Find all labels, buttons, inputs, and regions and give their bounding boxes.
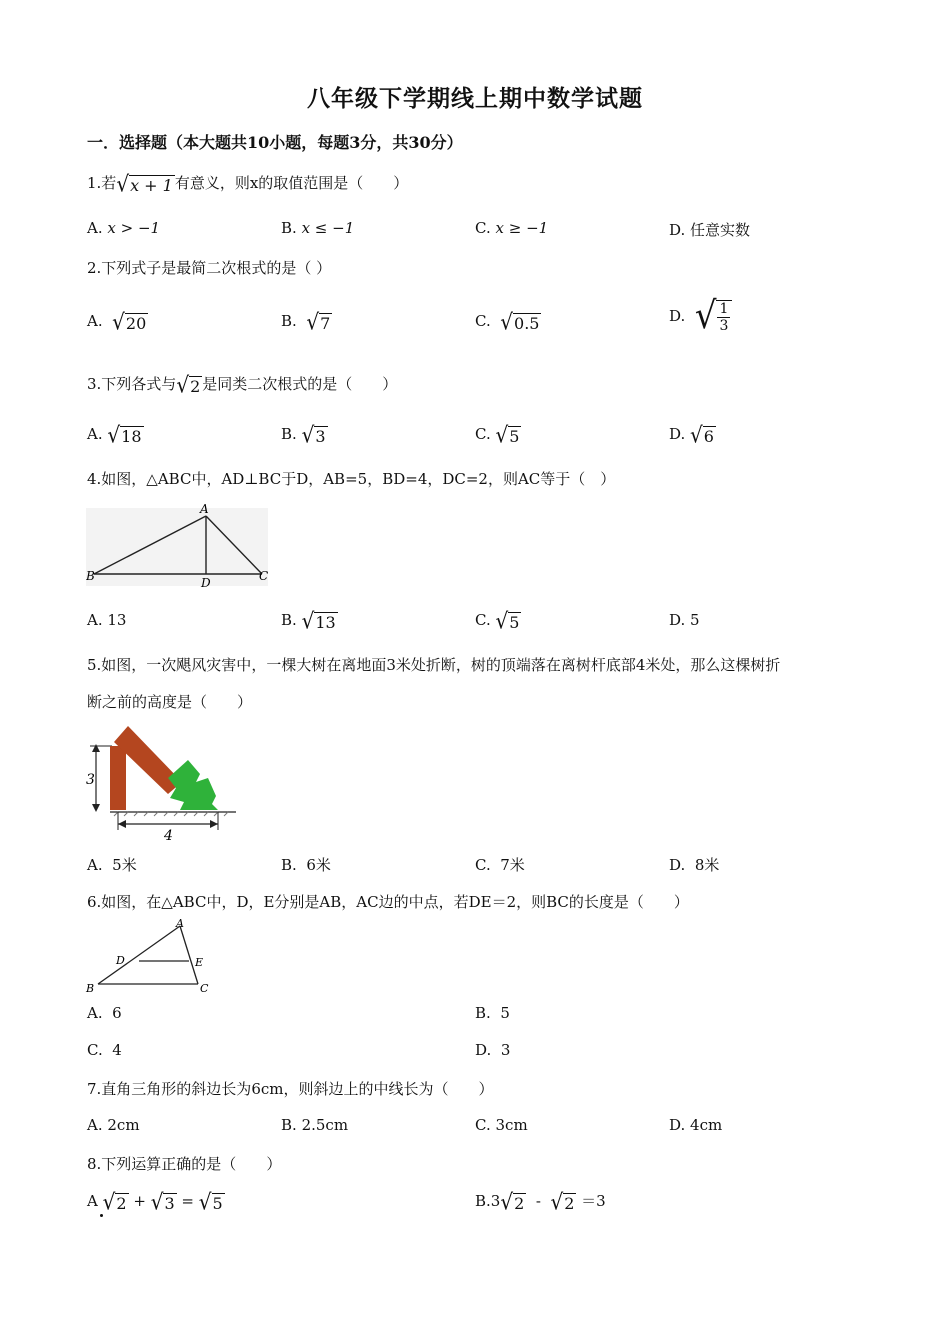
q6-option-b[interactable]: B. 5 [475, 1004, 510, 1022]
q2-option-d[interactable]: D. √ $\frac{1}{3}$ [669, 296, 732, 336]
q7-option-c[interactable]: C. 3cm [475, 1116, 528, 1134]
q1-option-b[interactable]: B. x ≤ −1 [281, 219, 355, 237]
question-3-stem: 3.下列各式与√2 是同类二次根式的是（ ） [87, 371, 398, 399]
q1-option-a[interactable]: A. x > −1 [87, 219, 161, 237]
question-4-stem: 4.如图，△ABC中，AD⊥BC于D，AB=5，BD=4，DC=2，则AC等于（ ） [87, 470, 616, 488]
q7-option-d[interactable]: D. 4cm [669, 1116, 723, 1134]
q8-option-a[interactable]: A √2 + √3 = √5 [87, 1188, 223, 1216]
q3-option-d[interactable]: D. √6 [669, 421, 714, 449]
q4-label-d: D [201, 576, 211, 590]
q4-option-a[interactable]: A. 13 [87, 611, 127, 629]
q2-option-a[interactable]: A. √20 [87, 308, 147, 336]
q3-option-a[interactable]: A. √18 [87, 421, 142, 449]
q5-label-distance: 4 [164, 828, 173, 842]
q1-radical: √x + 1 [116, 170, 173, 198]
q6-label-e: E [195, 956, 204, 969]
q6-triangle-figure [84, 918, 216, 994]
q5-tree-figure [84, 722, 240, 842]
q1-stem-before: 1.若 [87, 174, 117, 192]
question-7-stem: 7.直角三角形的斜边长为6cm，则斜边上的中线长为（ ） [87, 1080, 494, 1098]
question-6-stem: 6.如图，在△ABC中，D，E分别是AB，AC边的中点，若DE＝2，则BC的长度是（ ） [87, 893, 689, 911]
q2-option-b[interactable]: B. √7 [281, 308, 331, 336]
q7-option-a[interactable]: A. 2cm [87, 1116, 140, 1134]
q4-option-c[interactable]: C. √5 [475, 607, 520, 635]
q4-option-d[interactable]: D. 5 [669, 611, 700, 629]
q1-option-c[interactable]: C. x ≥ −1 [475, 219, 549, 237]
q4-label-c: C [259, 569, 269, 583]
question-8-stem: 8.下列运算正确的是（ ） [87, 1155, 282, 1173]
q2-option-c[interactable]: C. √0.5 [475, 308, 540, 336]
q5-option-d[interactable]: D. 8米 [669, 856, 720, 874]
q4-triangle-figure [86, 500, 270, 590]
q6-label-b: B [86, 982, 95, 994]
question-5-stem-line-2: 断之前的高度是（ ） [87, 693, 253, 711]
question-5-stem-line-1: 5.如图，一次飓风灾害中，一棵大树在离地面3米处折断，树的顶端落在离树杆底部4米处，那么这棵树折 [87, 656, 781, 674]
q6-label-c: C [200, 982, 209, 994]
question-2-stem: 2.下列式子是最简二次根式的是（ ） [87, 259, 332, 277]
q6-option-d[interactable]: D. 3 [475, 1041, 511, 1059]
q4-option-b[interactable]: B. √13 [281, 607, 336, 635]
q7-option-b[interactable]: B. 2.5cm [281, 1116, 349, 1134]
q3-option-c[interactable]: C. √5 [475, 421, 520, 449]
q1-stem-after: 有意义，则x的取值范围是（ ） [174, 174, 409, 192]
q8-option-b[interactable]: B.3√2 - √2 ＝3 [475, 1188, 606, 1216]
q3-option-b[interactable]: B. √3 [281, 421, 326, 449]
q6-label-d: D [116, 954, 125, 967]
q6-option-a[interactable]: A. 6 [87, 1004, 122, 1022]
q5-option-b[interactable]: B. 6米 [281, 856, 331, 874]
page-title: 八年级下学期线上期中数学试题 [307, 85, 643, 112]
q5-option-c[interactable]: C. 7米 [475, 856, 525, 874]
q4-label-a: A [200, 502, 209, 516]
q1-option-d[interactable]: D. 任意实数 [669, 221, 751, 239]
q5-option-a[interactable]: A. 5米 [87, 856, 137, 874]
q8-option-a-dot [100, 1214, 103, 1217]
q6-option-c[interactable]: C. 4 [87, 1041, 122, 1059]
question-1-stem [87, 172, 408, 196]
q1-radicand: x + 1 [130, 176, 173, 195]
q4-label-b: B [86, 569, 95, 583]
q6-label-a: A [176, 918, 184, 930]
section-heading: 一．选择题（本大题共10小题，每题3分，共30分） [87, 133, 463, 152]
q5-label-height: 3 [86, 772, 95, 788]
